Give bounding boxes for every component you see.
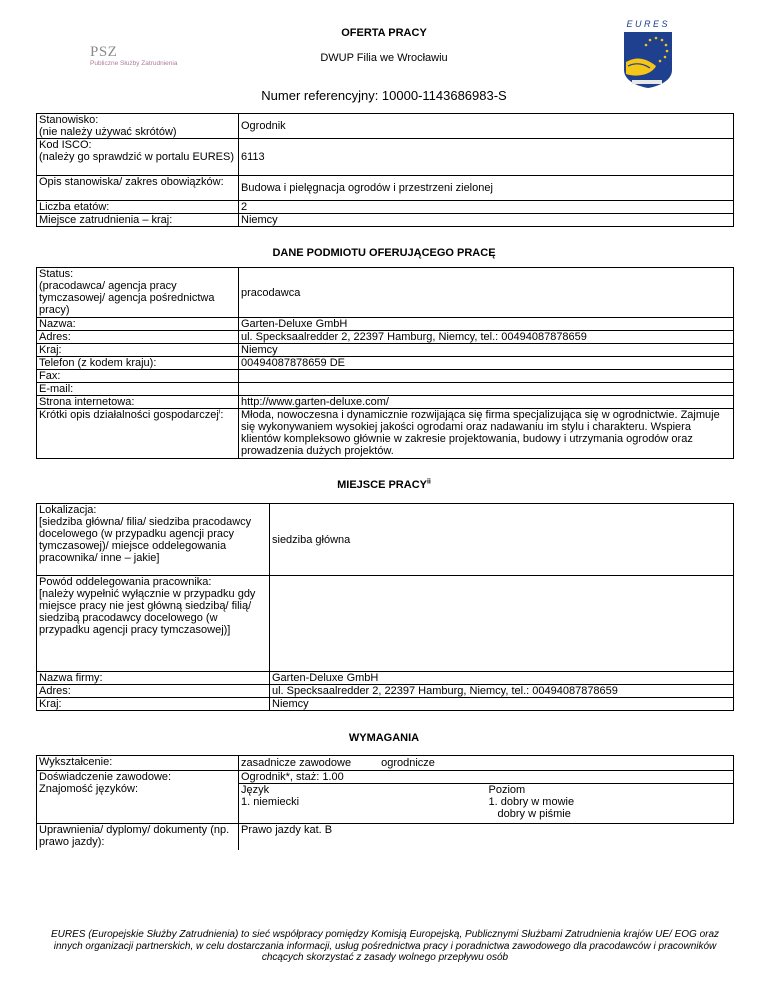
education-value: zasadnicze zawodowe ogrodnicze (239, 756, 734, 771)
employer-name-value: Garten-Deluxe GmbH (239, 318, 734, 331)
business-description-label: Krótki opis działalności gospodarczej$^i$: (37, 409, 239, 459)
job-table (36, 113, 734, 227)
position-label: Stanowisko: (nie należy używać skrótów) (37, 114, 239, 139)
location-label: Lokalizacja: [siedziba główna/ filia/ siedziba pracodawcy docelowego (w przypadku agencji pracy tymczasowej)/ miejsce oddelegowania pracownika/ inne – jakie] (37, 504, 270, 576)
psz-logo-subtext: Publiczne Służby Zatrudnienia (90, 60, 178, 67)
education-field: ogrodnicze (381, 757, 435, 769)
isco-value: 6113 (239, 139, 734, 176)
eures-logo-icon (616, 18, 678, 90)
employer-website-value[interactable]: http://www.garten-deluxe.com/ (239, 396, 734, 409)
employer-address-label: Adres: (37, 331, 239, 344)
status-value: pracodawca (239, 268, 734, 318)
requirements-section-heading: WYMAGANIA (348, 732, 420, 744)
permits-value: Prawo jazdy kat. B (239, 824, 734, 850)
country-value: Niemcy (239, 214, 734, 227)
employer-table (36, 267, 734, 459)
isco-label: Kod ISCO: (należy go sprawdzić w portalu EURES) (37, 139, 239, 176)
language-column-header: Język (241, 784, 270, 796)
requirements-table (36, 755, 734, 850)
workplace-country-label: Kraj: (37, 698, 270, 711)
experience-value: Ogrodnik*, staż: 1.00 (239, 771, 734, 784)
employer-email-label: E-mail: (37, 383, 239, 396)
psz-logo (90, 44, 200, 72)
location-value: siedziba główna (270, 504, 734, 576)
level-column-header: Poziom (488, 784, 526, 796)
level-1: 1. dobry w mowie (488, 796, 575, 808)
status-label: Status: (pracodawca/ agencja pracy tymczasowej/ agencja pośrednictwa pracy) (37, 268, 239, 318)
description-value: Budowa i pielęgnacja ogrodów i przestrzeni zielonej (239, 176, 734, 201)
posting-reason-label: Powód oddelegowania pracownika: [należy wypełnić wyłącznie w przypadku gdy miejsce pracy nie jest główną siedzibą/ filią/ siedzibą pracodawcy docelowego (w przypadku agencji pracy tymczasowej)] (37, 576, 270, 672)
company-name-label: Nazwa firmy: (37, 672, 270, 685)
employer-phone-value: 00494087878659 DE (239, 357, 734, 370)
workplace-section-heading: MIEJSCE PRACY$^{ii}$ (337, 478, 431, 491)
employer-phone-label: Telefon (z kodem kraju): (37, 357, 239, 370)
languages-label: Znajomość języków: (39, 783, 139, 795)
employer-name-label: Nazwa: (37, 318, 239, 331)
employer-country-label: Kraj: (37, 344, 239, 357)
description-label: Opis stanowiska/ zakres obowiązków: (37, 176, 239, 201)
country-label: Miejsce zatrudnienia – kraj: (37, 214, 239, 227)
experience-label: Doświadczenie zawodowe: (39, 771, 172, 783)
employer-address-value: ul. Specksaalredder 2, 22397 Hamburg, Niemcy, tel.: 00494087878659 (239, 331, 734, 344)
language-1: 1. niemiecki (241, 796, 300, 808)
level-2: dobry w piśmie (497, 808, 571, 820)
footer-text: EURES (Europejskie Służby Zatrudnienia) to sieć współpracy pomiędzy Komisją Europejską, Publicznymi Służbami Zatrudnienia krajów UE/ EOG oraz innych organizacji partnerskich, w celu dostarczania informacji, usług pośrednictwa pracy i poradnictwa zawodowego dla pracodawców i pracowników chcących skorzystać z zasady wolnego przepływu osób (50, 929, 720, 963)
position-value: Ogrodnik (239, 114, 734, 139)
positions-count-label: Liczba etatów: (37, 201, 239, 214)
document-title: OFERTA PRACY (341, 27, 427, 39)
positions-count-value: 2 (239, 201, 734, 214)
language-column (239, 784, 487, 824)
education-label: Wykształcenie: (37, 756, 239, 771)
psz-logo-text: PSZ (90, 44, 118, 60)
employer-website-label: Strona internetowa: (37, 396, 239, 409)
employer-email-value (239, 383, 734, 396)
workplace-table (36, 503, 734, 711)
employer-fax-value (239, 370, 734, 383)
employer-section-heading: DANE PODMIOTU OFERUJĄCEGO PRACĘ (272, 247, 496, 259)
workplace-country-value: Niemcy (270, 698, 734, 711)
experience-languages-label (37, 771, 239, 824)
workplace-address-label: Adres: (37, 685, 270, 698)
employer-fax-label: Fax: (37, 370, 239, 383)
level-column (487, 784, 734, 824)
business-description-value: Młoda, nowoczesna i dynamicznie rozwijająca się firma specjalizująca się w ogrodnictwie. Zajmuje się wykonywaniem wysokiej jakości ogrodami oraz nadawaniu im stylu i charakteru. Wspiera klientów kompleksowo głównie w zakresie projektowania, budowy i utrzymania ogrodów oraz prowadzenia dużych projektów. (239, 409, 734, 459)
reference-number: Numer referencyjny: 10000-1143686983-S (261, 88, 507, 103)
branch-name: DWUP Filia we Wrocławiu (320, 52, 448, 64)
company-name-value: Garten-Deluxe GmbH (270, 672, 734, 685)
posting-reason-value (270, 576, 734, 672)
employer-country-value: Niemcy (239, 344, 734, 357)
eures-logo-text: E U R E S (626, 19, 668, 29)
workplace-address-value: ul. Specksaalredder 2, 22397 Hamburg, Niemcy, tel.: 00494087878659 (270, 685, 734, 698)
permits-label: Uprawnienia/ dyplomy/ dokumenty (np. prawo jazdy): (37, 824, 239, 850)
